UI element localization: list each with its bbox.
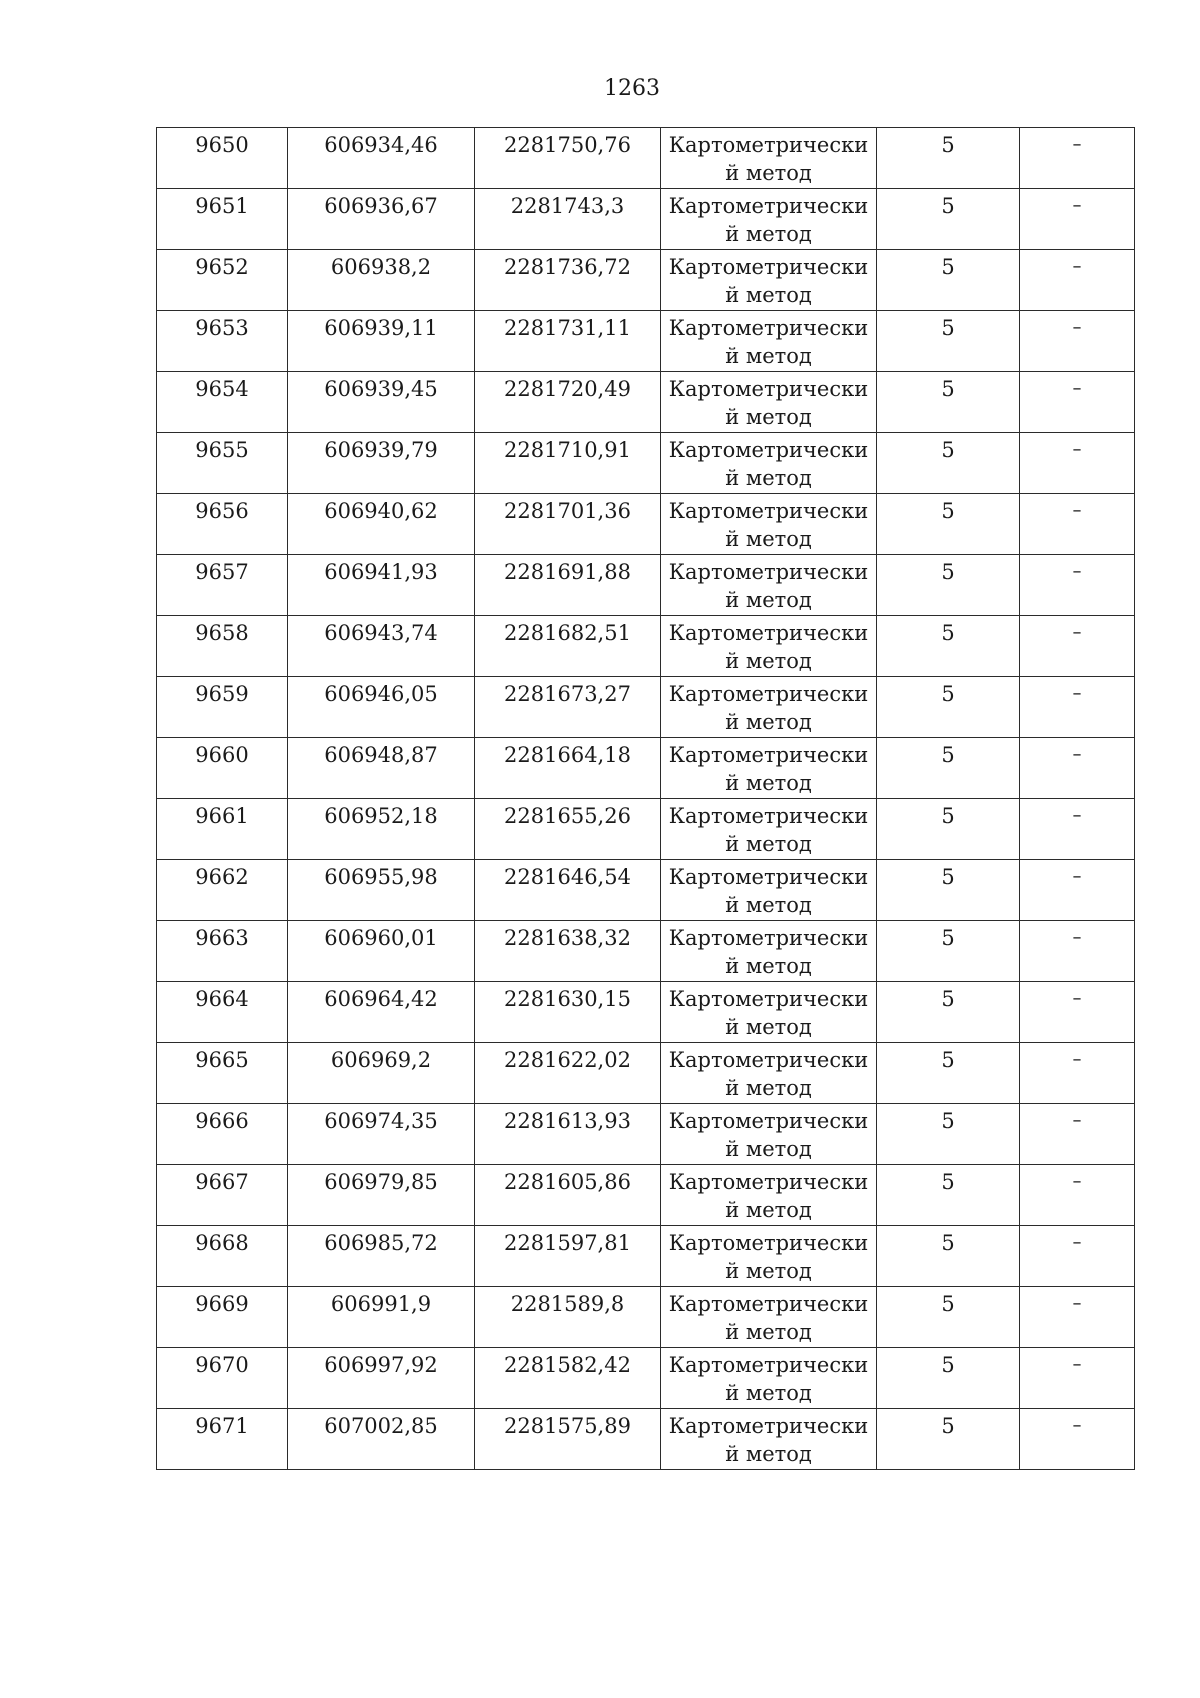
y-coordinate-cell: 2281575,89 (475, 1409, 661, 1470)
method-cell: Картометрически й метод (661, 1348, 877, 1409)
point-number-cell: 9653 (157, 311, 288, 372)
table-row (157, 250, 1135, 311)
point-number-cell: 9654 (157, 372, 288, 433)
x-coordinate-cell: 606969,2 (288, 1043, 475, 1104)
note-cell: – (1020, 860, 1135, 921)
method-cell: Картометрически й метод (661, 433, 877, 494)
x-coordinate-cell: 606939,79 (288, 433, 475, 494)
point-number-cell: 9658 (157, 616, 288, 677)
method-cell: Картометрически й метод (661, 1043, 877, 1104)
method-cell: Картометрически й метод (661, 494, 877, 555)
table-row (157, 860, 1135, 921)
table-row (157, 494, 1135, 555)
accuracy-cell: 5 (877, 616, 1020, 677)
x-coordinate-cell: 606979,85 (288, 1165, 475, 1226)
table-row (157, 372, 1135, 433)
y-coordinate-cell: 2281682,51 (475, 616, 661, 677)
point-number-cell: 9650 (157, 128, 288, 189)
point-number-cell: 9670 (157, 1348, 288, 1409)
y-coordinate-cell: 2281605,86 (475, 1165, 661, 1226)
y-coordinate-cell: 2281630,15 (475, 982, 661, 1043)
point-number-cell: 9667 (157, 1165, 288, 1226)
note-cell: – (1020, 311, 1135, 372)
point-number-cell: 9664 (157, 982, 288, 1043)
method-cell: Картометрически й метод (661, 372, 877, 433)
table-row (157, 1348, 1135, 1409)
method-cell: Картометрически й метод (661, 860, 877, 921)
method-cell: Картометрически й метод (661, 616, 877, 677)
point-number-cell: 9663 (157, 921, 288, 982)
y-coordinate-cell: 2281646,54 (475, 860, 661, 921)
y-coordinate-cell: 2281589,8 (475, 1287, 661, 1348)
method-cell: Картометрически й метод (661, 189, 877, 250)
method-cell: Картометрически й метод (661, 982, 877, 1043)
y-coordinate-cell: 2281731,11 (475, 311, 661, 372)
coordinates-table-body (157, 128, 1135, 1470)
x-coordinate-cell: 606985,72 (288, 1226, 475, 1287)
y-coordinate-cell: 2281638,32 (475, 921, 661, 982)
table-row (157, 1104, 1135, 1165)
table-row (157, 1409, 1135, 1470)
note-cell: – (1020, 738, 1135, 799)
accuracy-cell: 5 (877, 1226, 1020, 1287)
method-cell: Картометрически й метод (661, 677, 877, 738)
x-coordinate-cell: 606997,92 (288, 1348, 475, 1409)
y-coordinate-cell: 2281613,93 (475, 1104, 661, 1165)
note-cell: – (1020, 1226, 1135, 1287)
method-cell: Картометрически й метод (661, 1287, 877, 1348)
accuracy-cell: 5 (877, 433, 1020, 494)
table-row (157, 1165, 1135, 1226)
accuracy-cell: 5 (877, 677, 1020, 738)
accuracy-cell: 5 (877, 1043, 1020, 1104)
y-coordinate-cell: 2281743,3 (475, 189, 661, 250)
point-number-cell: 9655 (157, 433, 288, 494)
table-row (157, 921, 1135, 982)
method-cell: Картометрически й метод (661, 1409, 877, 1470)
table-row (157, 1226, 1135, 1287)
y-coordinate-cell: 2281664,18 (475, 738, 661, 799)
method-cell: Картометрически й метод (661, 1165, 877, 1226)
note-cell: – (1020, 799, 1135, 860)
note-cell: – (1020, 1165, 1135, 1226)
accuracy-cell: 5 (877, 1348, 1020, 1409)
accuracy-cell: 5 (877, 494, 1020, 555)
table-row (157, 799, 1135, 860)
y-coordinate-cell: 2281655,26 (475, 799, 661, 860)
table-row (157, 433, 1135, 494)
point-number-cell: 9656 (157, 494, 288, 555)
point-number-cell: 9666 (157, 1104, 288, 1165)
point-number-cell: 9671 (157, 1409, 288, 1470)
method-cell: Картометрически й метод (661, 921, 877, 982)
y-coordinate-cell: 2281750,76 (475, 128, 661, 189)
x-coordinate-cell: 606941,93 (288, 555, 475, 616)
note-cell: – (1020, 494, 1135, 555)
point-number-cell: 9661 (157, 799, 288, 860)
note-cell: – (1020, 1409, 1135, 1470)
y-coordinate-cell: 2281582,42 (475, 1348, 661, 1409)
point-number-cell: 9651 (157, 189, 288, 250)
note-cell: – (1020, 982, 1135, 1043)
table-row (157, 311, 1135, 372)
note-cell: – (1020, 677, 1135, 738)
table-row (157, 189, 1135, 250)
accuracy-cell: 5 (877, 799, 1020, 860)
accuracy-cell: 5 (877, 1165, 1020, 1226)
accuracy-cell: 5 (877, 921, 1020, 982)
note-cell: – (1020, 1043, 1135, 1104)
x-coordinate-cell: 606939,45 (288, 372, 475, 433)
accuracy-cell: 5 (877, 311, 1020, 372)
x-coordinate-cell: 606943,74 (288, 616, 475, 677)
x-coordinate-cell: 606940,62 (288, 494, 475, 555)
note-cell: – (1020, 189, 1135, 250)
point-number-cell: 9669 (157, 1287, 288, 1348)
x-coordinate-cell: 607002,85 (288, 1409, 475, 1470)
x-coordinate-cell: 606948,87 (288, 738, 475, 799)
point-number-cell: 9652 (157, 250, 288, 311)
method-cell: Картометрически й метод (661, 738, 877, 799)
accuracy-cell: 5 (877, 860, 1020, 921)
x-coordinate-cell: 606964,42 (288, 982, 475, 1043)
method-cell: Картометрически й метод (661, 311, 877, 372)
y-coordinate-cell: 2281691,88 (475, 555, 661, 616)
method-cell: Картометрически й метод (661, 250, 877, 311)
note-cell: – (1020, 250, 1135, 311)
accuracy-cell: 5 (877, 982, 1020, 1043)
note-cell: – (1020, 555, 1135, 616)
x-coordinate-cell: 606960,01 (288, 921, 475, 982)
accuracy-cell: 5 (877, 1287, 1020, 1348)
x-coordinate-cell: 606974,35 (288, 1104, 475, 1165)
x-coordinate-cell: 606991,9 (288, 1287, 475, 1348)
note-cell: – (1020, 128, 1135, 189)
note-cell: – (1020, 921, 1135, 982)
method-cell: Картометрически й метод (661, 1226, 877, 1287)
table-row (157, 677, 1135, 738)
point-number-cell: 9668 (157, 1226, 288, 1287)
y-coordinate-cell: 2281736,72 (475, 250, 661, 311)
method-cell: Картометрически й метод (661, 1104, 877, 1165)
accuracy-cell: 5 (877, 128, 1020, 189)
note-cell: – (1020, 433, 1135, 494)
table-row (157, 738, 1135, 799)
table-row (157, 128, 1135, 189)
y-coordinate-cell: 2281701,36 (475, 494, 661, 555)
y-coordinate-cell: 2281597,81 (475, 1226, 661, 1287)
note-cell: – (1020, 616, 1135, 677)
x-coordinate-cell: 606936,67 (288, 189, 475, 250)
note-cell: – (1020, 1104, 1135, 1165)
method-cell: Картометрически й метод (661, 128, 877, 189)
y-coordinate-cell: 2281710,91 (475, 433, 661, 494)
accuracy-cell: 5 (877, 738, 1020, 799)
y-coordinate-cell: 2281622,02 (475, 1043, 661, 1104)
accuracy-cell: 5 (877, 1104, 1020, 1165)
point-number-cell: 9660 (157, 738, 288, 799)
note-cell: – (1020, 1348, 1135, 1409)
note-cell: – (1020, 1287, 1135, 1348)
point-number-cell: 9662 (157, 860, 288, 921)
table-row (157, 555, 1135, 616)
y-coordinate-cell: 2281673,27 (475, 677, 661, 738)
y-coordinate-cell: 2281720,49 (475, 372, 661, 433)
note-cell: – (1020, 372, 1135, 433)
x-coordinate-cell: 606938,2 (288, 250, 475, 311)
x-coordinate-cell: 606939,11 (288, 311, 475, 372)
method-cell: Картометрически й метод (661, 799, 877, 860)
accuracy-cell: 5 (877, 189, 1020, 250)
table-row (157, 1043, 1135, 1104)
point-number-cell: 9659 (157, 677, 288, 738)
table-row (157, 982, 1135, 1043)
accuracy-cell: 5 (877, 372, 1020, 433)
method-cell: Картометрически й метод (661, 555, 877, 616)
coordinates-table (156, 127, 1135, 1470)
point-number-cell: 9657 (157, 555, 288, 616)
x-coordinate-cell: 606952,18 (288, 799, 475, 860)
table-row (157, 1287, 1135, 1348)
accuracy-cell: 5 (877, 250, 1020, 311)
table-row (157, 616, 1135, 677)
x-coordinate-cell: 606934,46 (288, 128, 475, 189)
x-coordinate-cell: 606946,05 (288, 677, 475, 738)
point-number-cell: 9665 (157, 1043, 288, 1104)
page-number: 1263 (604, 76, 660, 101)
accuracy-cell: 5 (877, 555, 1020, 616)
accuracy-cell: 5 (877, 1409, 1020, 1470)
x-coordinate-cell: 606955,98 (288, 860, 475, 921)
